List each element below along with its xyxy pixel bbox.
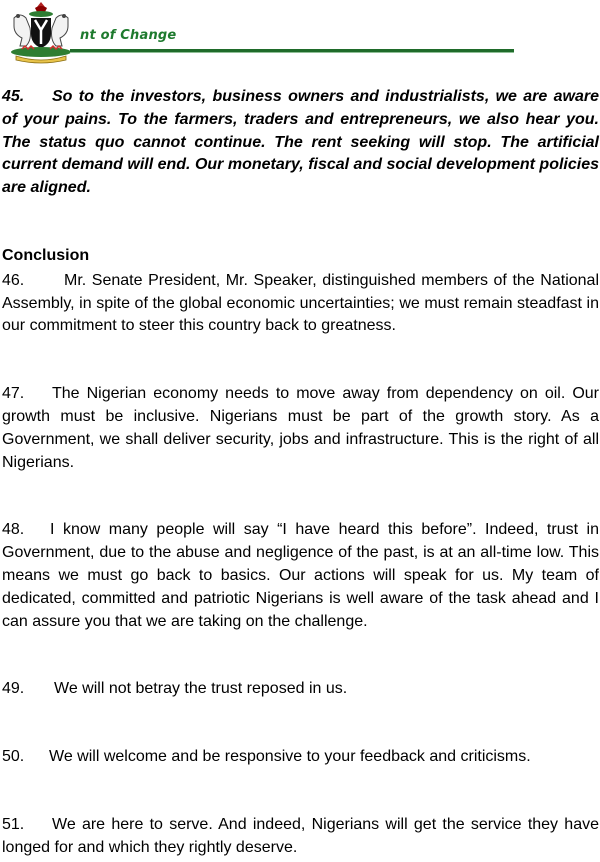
paragraph-text: I know many people will say “I have heard this before”. Indeed, trust in Government, due to the abuse and negligence of the past, is at an all-time low. This means we must go back to basics. Our actions will speak for us. My team of dedicated, committed and patriotic Nigerians is well aware of the task ahead and I can assure you that we are taking on the challenge. — [2, 521, 599, 630]
document-body — [2, 86, 599, 860]
paragraph-text: Mr. Senate President, Mr. Speaker, distinguished members of the National Assembly, in spite of the global economic uncertainties; we must remain steadfast in our commitment to steer this country back to greatness. — [2, 271, 599, 335]
paragraph-text: The Nigerian economy needs to move away from dependency on oil. Our growth must be inclusive. Nigerians must be part of the growth story. As a Government, we shall deliver security, jobs and infrastructure. This is the right of all Nigerians. — [2, 385, 599, 471]
paragraph-51 — [2, 814, 599, 860]
paragraph-text: We will welcome and be responsive to your feedback and criticisms. — [49, 748, 531, 766]
paragraph-45 — [2, 86, 599, 200]
paragraph-text: So to the investors, business owners and industrialists, we are aware of your pains. To the farmers, traders and entrepreneurs, we also hear you. The status quo cannot continue. The rent seeking will stop. The artificial current demand will end. Our monetary, fiscal and social development policies are aligned. — [2, 88, 599, 197]
coat-of-arms-icon — [2, 0, 80, 64]
paragraph-number: 49. — [2, 680, 25, 698]
page-header — [0, 0, 600, 64]
paragraph-number: 51. — [2, 815, 25, 833]
header-rule-shadow — [70, 52, 514, 53]
header-slogan: nt of Change — [80, 28, 177, 43]
paragraph-text: We will not betray the trust reposed in us. — [54, 680, 348, 698]
paragraph-50 — [2, 746, 599, 769]
paragraph-text: We are here to serve. And indeed, Nigerians will get the service they have longed for and which they rightly deserve. — [2, 815, 599, 856]
paragraph-48 — [2, 519, 599, 633]
paragraph-49 — [2, 678, 599, 701]
paragraph-number: 47. — [2, 385, 25, 403]
section-heading-conclusion: Conclusion — [2, 246, 90, 264]
paragraph-number: 50. — [2, 748, 25, 766]
paragraph-47 — [2, 383, 599, 474]
paragraph-number: 45. — [2, 88, 25, 105]
paragraph-number: 48. — [2, 521, 25, 539]
paragraph-number: 46. — [2, 271, 25, 289]
paragraph-46 — [2, 270, 599, 338]
